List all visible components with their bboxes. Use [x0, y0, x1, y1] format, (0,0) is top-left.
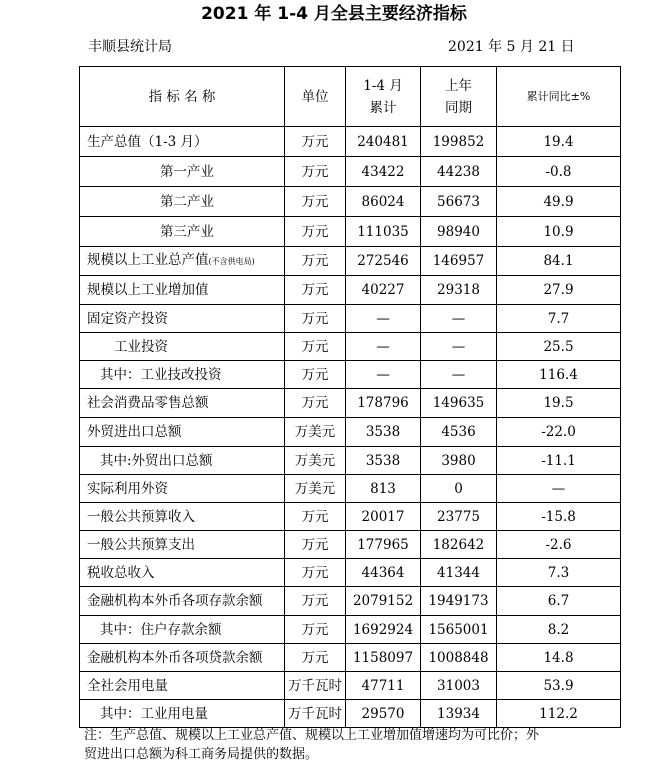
current-value-cell: 40227: [346, 276, 421, 305]
indicator-name-note: (不含供电局): [208, 257, 255, 266]
report-date: 2021 年 5 月 21 日: [448, 39, 575, 55]
yoy-rate-cell: 7.7: [497, 305, 621, 333]
current-value-cell: 29570: [346, 700, 421, 728]
previous-value-cell: 1949173: [421, 587, 497, 616]
unit-cell: 万元: [285, 305, 346, 333]
footnote: [84, 726, 614, 764]
unit-cell: 万美元: [285, 475, 346, 503]
unit-cell: 万元: [285, 616, 346, 644]
table-row: [80, 447, 621, 475]
indicator-name: [80, 217, 285, 247]
current-value-cell: 272546: [346, 247, 421, 276]
current-value-cell: 813: [346, 475, 421, 503]
table-row: [80, 418, 621, 447]
table-row: [80, 644, 621, 672]
indicator-name: [80, 361, 285, 389]
table-row: [80, 700, 621, 728]
yoy-rate-cell: 25.5: [497, 333, 621, 361]
indicator-name-text: 其中：工业用电量: [100, 705, 208, 722]
indicator-name-text: 外贸进出口总额: [87, 424, 182, 440]
header-current: [346, 67, 421, 127]
previous-value-cell: 149635: [421, 389, 497, 418]
current-value-cell: 178796: [346, 389, 421, 418]
indicator-name: [80, 247, 285, 276]
indicator-name-text: 工业投资: [114, 338, 168, 355]
yoy-rate-cell: 53.9: [497, 672, 621, 700]
current-value-cell: —: [346, 305, 421, 333]
indicator-name: [80, 157, 285, 187]
yoy-rate-cell: 8.2: [497, 616, 621, 644]
table-row: [80, 587, 621, 616]
indicator-name-text: 金融机构本外币各项存款余额: [87, 593, 263, 609]
table-row: [80, 276, 621, 305]
unit-cell: 万元: [285, 276, 346, 305]
current-value-cell: 1692924: [346, 616, 421, 644]
table-row: [80, 157, 621, 187]
indicator-name-text: 第二产业: [160, 193, 214, 210]
previous-value-cell: 1565001: [421, 616, 497, 644]
previous-value-cell: 31003: [421, 672, 497, 700]
yoy-rate-cell: 116.4: [497, 361, 621, 389]
footnote-line2: 贸进出口总额为科工商务局提供的数据。: [84, 747, 319, 762]
previous-value-cell: 199852: [421, 127, 497, 157]
table-row: [80, 616, 621, 644]
unit-cell: 万元: [285, 531, 346, 559]
indicator-name-text: 规模以上工业增加值: [87, 282, 209, 298]
yoy-rate-cell: —: [497, 475, 621, 503]
unit-cell: 万元: [285, 217, 346, 247]
yoy-rate-cell: -2.6: [497, 531, 621, 559]
indicator-name: [80, 531, 285, 559]
indicator-name: [80, 700, 285, 728]
indicator-name: [80, 616, 285, 644]
indicator-name: [80, 447, 285, 475]
yoy-rate-cell: 6.7: [497, 587, 621, 616]
table-row: [80, 187, 621, 217]
current-value-cell: 2079152: [346, 587, 421, 616]
header-unit: 单位: [285, 67, 346, 127]
indicator-name: [80, 333, 285, 361]
indicator-name-text: 生产总值（1-3 月）: [87, 133, 208, 150]
table-row: [80, 475, 621, 503]
header-name: 指 标 名 称: [80, 67, 285, 127]
header-previous-line1: 上年: [445, 77, 472, 94]
previous-value-cell: 182642: [421, 531, 497, 559]
indicator-name-text: 其中:外贸出口总额: [100, 452, 213, 469]
current-value-cell: —: [346, 361, 421, 389]
current-value-cell: 86024: [346, 187, 421, 217]
indicator-name: [80, 587, 285, 616]
unit-cell: 万元: [285, 389, 346, 418]
previous-value-cell: 41344: [421, 559, 497, 587]
previous-value-cell: 146957: [421, 247, 497, 276]
organization-name: 丰顺县统计局: [88, 39, 172, 55]
unit-cell: 万元: [285, 333, 346, 361]
previous-value-cell: 13934: [421, 700, 497, 728]
header-previous: [421, 67, 497, 127]
unit-cell: 万元: [285, 187, 346, 217]
indicator-name-text: 其中：住户存款余额: [100, 621, 222, 638]
unit-cell: 万元: [285, 157, 346, 187]
current-value-cell: 1158097: [346, 644, 421, 672]
indicator-name-text: 税收总收入: [87, 564, 155, 581]
header-current-line2: 累计: [369, 99, 397, 116]
table-row: [80, 217, 621, 247]
indicator-name-text: 规模以上工业总产值: [87, 252, 209, 268]
unit-cell: 万元: [285, 503, 346, 531]
header-row: [80, 67, 621, 127]
yoy-rate-cell: 112.2: [497, 700, 621, 728]
previous-value-cell: 56673: [421, 187, 497, 217]
yoy-rate-cell: -22.0: [497, 418, 621, 447]
yoy-rate-cell: 49.9: [497, 187, 621, 217]
yoy-rate-cell: -0.8: [497, 157, 621, 187]
yoy-rate-cell: 19.5: [497, 389, 621, 418]
header-current-line1: 1-4 月: [363, 77, 403, 94]
indicator-name-text: 社会消费品零售总额: [87, 395, 209, 411]
footnote-line1: 注：生产总值、规模以上工业总产值、规模以上工业增加值增速均为可比价；外: [84, 728, 540, 743]
yoy-rate-cell: 7.3: [497, 559, 621, 587]
previous-value-cell: 3980: [421, 447, 497, 475]
table-row: [80, 389, 621, 418]
current-value-cell: 3538: [346, 418, 421, 447]
document-title: 2021 年 1-4 月全县主要经济指标: [201, 4, 467, 24]
yoy-rate-cell: 84.1: [497, 247, 621, 276]
unit-cell: 万千瓦时: [285, 700, 346, 728]
table-row: [80, 531, 621, 559]
indicator-name: [80, 672, 285, 700]
unit-cell: 万元: [285, 587, 346, 616]
indicator-name: [80, 276, 285, 305]
yoy-rate-cell: -11.1: [497, 447, 621, 475]
indicator-name: [80, 559, 285, 587]
unit-cell: 万元: [285, 644, 346, 672]
table-row: [80, 305, 621, 333]
current-value-cell: 3538: [346, 447, 421, 475]
table-row: [80, 672, 621, 700]
previous-value-cell: 23775: [421, 503, 497, 531]
yoy-rate-cell: -15.8: [497, 503, 621, 531]
current-value-cell: 177965: [346, 531, 421, 559]
unit-cell: 万元: [285, 559, 346, 587]
table-row: [80, 361, 621, 389]
indicator-name: [80, 644, 285, 672]
previous-value-cell: —: [421, 333, 497, 361]
previous-value-cell: 4536: [421, 418, 497, 447]
indicator-table: [79, 66, 621, 728]
table-row: [80, 127, 621, 157]
yoy-rate-cell: 10.9: [497, 217, 621, 247]
yoy-rate-cell: 19.4: [497, 127, 621, 157]
indicator-name: [80, 389, 285, 418]
indicator-name-text: 第一产业: [160, 163, 214, 180]
table-row: [80, 247, 621, 276]
indicator-name-text: 固定资产投资: [87, 310, 168, 327]
unit-cell: 万美元: [285, 418, 346, 447]
indicator-name-text: 实际利用外资: [87, 480, 168, 497]
unit-cell: 万元: [285, 127, 346, 157]
yoy-rate-cell: 14.8: [497, 644, 621, 672]
header-previous-line2: 同期: [445, 99, 472, 116]
previous-value-cell: 0: [421, 475, 497, 503]
table-row: [80, 559, 621, 587]
current-value-cell: —: [346, 333, 421, 361]
current-value-cell: 47711: [346, 672, 421, 700]
indicator-name: [80, 127, 285, 157]
indicator-name: [80, 503, 285, 531]
previous-value-cell: —: [421, 305, 497, 333]
header-rate: 累计同比±%: [497, 67, 621, 127]
indicator-name-text: 一般公共预算支出: [87, 536, 195, 553]
unit-cell: 万元: [285, 247, 346, 276]
current-value-cell: 20017: [346, 503, 421, 531]
indicator-name: [80, 187, 285, 217]
previous-value-cell: 1008848: [421, 644, 497, 672]
previous-value-cell: 44238: [421, 157, 497, 187]
indicator-name: [80, 475, 285, 503]
indicator-name: [80, 305, 285, 333]
current-value-cell: 111035: [346, 217, 421, 247]
current-value-cell: 44364: [346, 559, 421, 587]
table-row: [80, 503, 621, 531]
current-value-cell: 240481: [346, 127, 421, 157]
previous-value-cell: —: [421, 361, 497, 389]
unit-cell: 万元: [285, 361, 346, 389]
indicator-name-text: 第三产业: [160, 223, 214, 240]
indicator-name-text: 全社会用电量: [87, 677, 168, 694]
previous-value-cell: 98940: [421, 217, 497, 247]
table-row: [80, 333, 621, 361]
current-value-cell: 43422: [346, 157, 421, 187]
indicator-name: [80, 418, 285, 447]
yoy-rate-cell: 27.9: [497, 276, 621, 305]
indicator-name-text: 其中：工业技改投资: [100, 366, 222, 383]
unit-cell: 万千瓦时: [285, 672, 346, 700]
indicator-name-text: 金融机构本外币各项贷款余额: [87, 649, 263, 666]
previous-value-cell: 29318: [421, 276, 497, 305]
unit-cell: 万美元: [285, 447, 346, 475]
indicator-name-text: 一般公共预算收入: [87, 508, 195, 525]
